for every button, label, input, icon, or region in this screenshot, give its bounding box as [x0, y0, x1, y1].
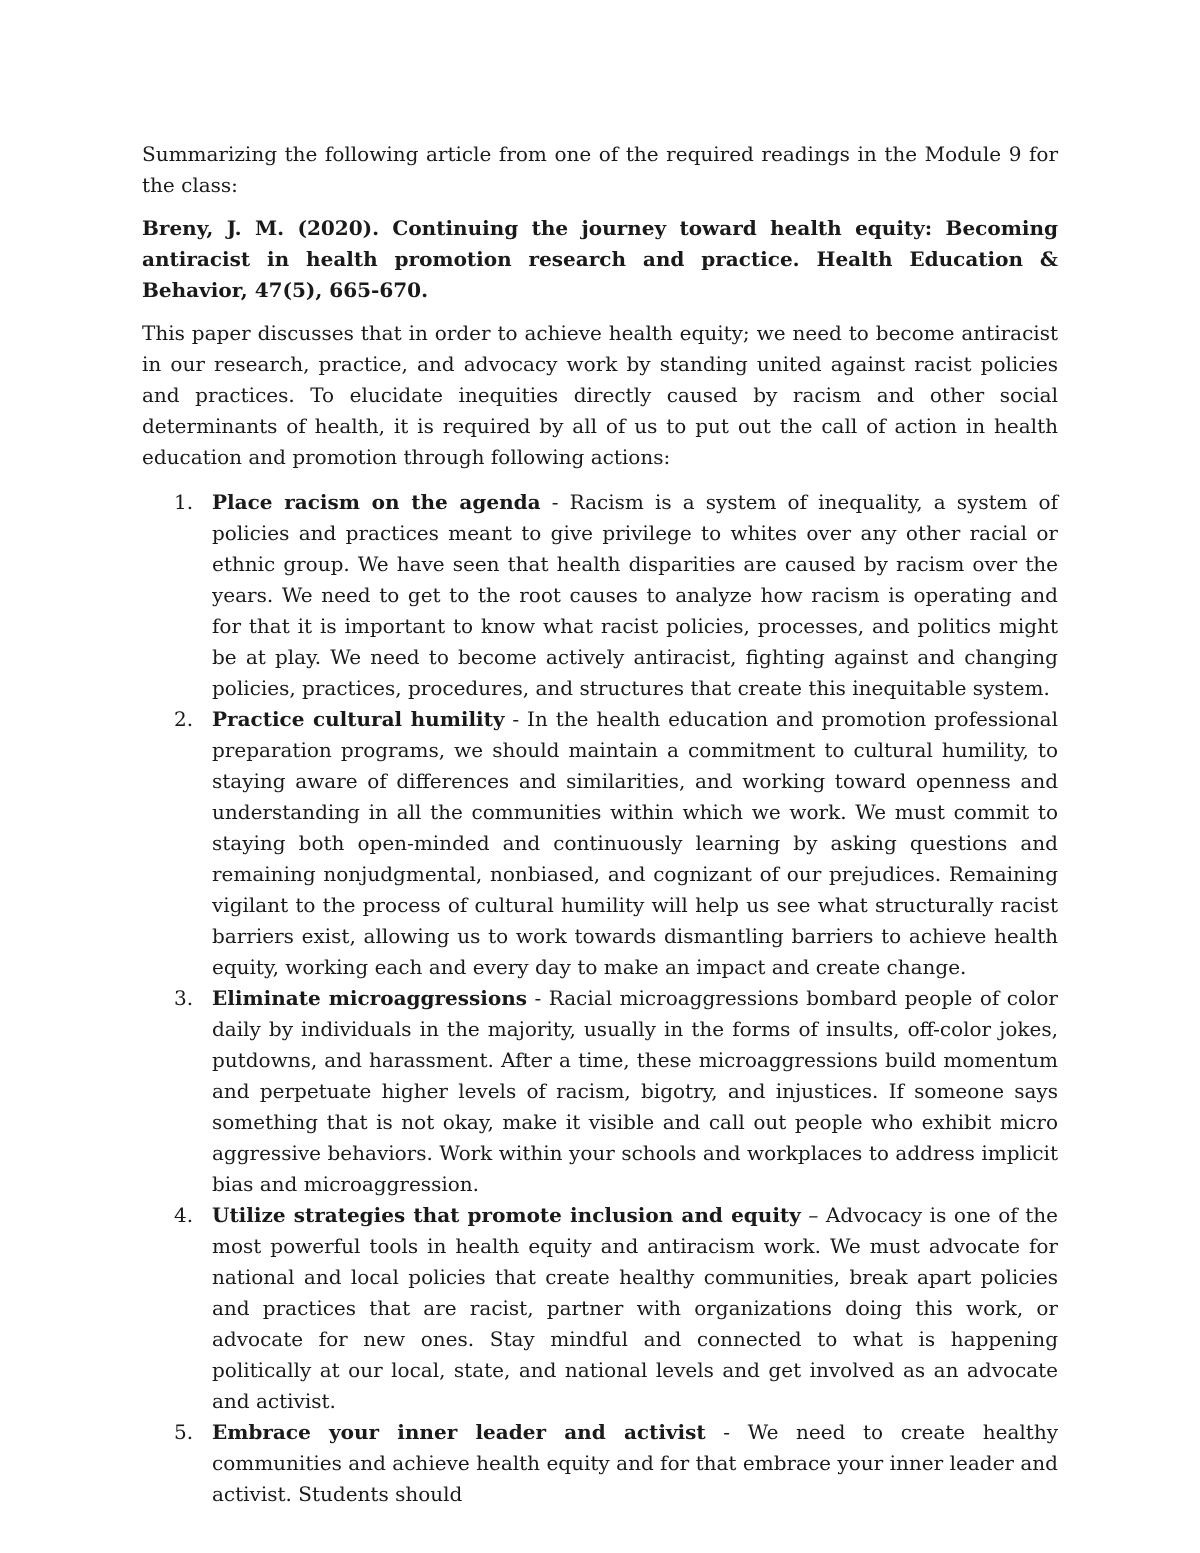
action-term: Eliminate microaggressions: [212, 986, 528, 1010]
document-body: [142, 139, 1058, 1510]
action-text: – Advocacy is one of the most powerful tools in health equity and antiracism work. We must advocate for national and local policies that create healthy communities, break apart policies and practices that are racist, partner with organizations doing this work, or advocate for new ones. Stay mindful and connected to what is happening politically at our local, state, and national levels and get involved as an advocate and activist.: [212, 1203, 1058, 1413]
list-number: 2.: [174, 707, 194, 731]
intro-paragraph: Summarizing the following article from one of the required readings in the Module 9 for the class:: [142, 142, 1058, 197]
summary-paragraph: This paper discusses that in order to achieve health equity; we need to become antiracist in our research, practice, and advocacy work by standing united against racist policies and practices. To elucidate inequities directly caused by racism and other social determinants of health, it is required by all of us to put out the call of action in health education and promotion through following actions:: [142, 321, 1058, 469]
action-term: Place racism on the agenda: [212, 490, 541, 514]
actions-list: [142, 487, 1058, 1510]
list-item: [142, 1417, 1058, 1510]
action-text: - Racial microaggressions bombard people of color daily by individuals in the majority, usually in the forms of insults, off-color jokes, putdowns, and harassment. After a time, these microaggressions build momentum and perpetuate higher levels of racism, bigotry, and injustices. If someone says something that is not okay, make it visible and call out people who exhibit micro aggressive behaviors. Work within your schools and workplaces to address implicit bias and microaggression.: [212, 986, 1058, 1196]
list-item: [142, 983, 1058, 1200]
list-number: 4.: [174, 1203, 194, 1227]
citation-paragraph: Breny, J. M. (2020). Continuing the journey toward health equity: Becoming antiracist in health promotion research and practice. Health Education & Behavior, 47(5), 665-670.: [142, 216, 1058, 302]
action-text: - Racism is a system of inequality, a system of policies and practices meant to give privilege to whites over any other racial or ethnic group. We have seen that health disparities are caused by racism over the years. We need to get to the root causes to analyze how racism is operating and for that it is important to know what racist policies, processes, and politics might be at play. We need to become actively antiracist, fighting against and changing policies, practices, procedures, and structures that create this inequitable system.: [212, 490, 1058, 700]
action-term: Utilize strategies that promote inclusion and equity: [212, 1203, 801, 1227]
list-number: 1.: [174, 490, 194, 514]
action-term: Embrace your inner leader and activist: [212, 1420, 706, 1444]
list-item: [142, 487, 1058, 704]
list-number: 5.: [174, 1420, 194, 1444]
action-text: - We need to create healthy communities and achieve health equity and for that embrace your inner leader and activist. Students should: [212, 1420, 1058, 1506]
action-text: - In the health education and promotion professional preparation programs, we should maintain a commitment to cultural humility, to staying aware of differences and similarities, and working toward openness and understanding in all the communities within which we work. We must commit to staying both open-minded and continuously learning by asking questions and remaining nonjudgmental, nonbiased, and cognizant of our prejudices. Remaining vigilant to the process of cultural humility will help us see what structurally racist barriers exist, allowing us to work towards dismantling barriers to achieve health equity, working each and every day to make an impact and create change.: [212, 707, 1058, 979]
list-item: [142, 1200, 1058, 1417]
list-number: 3.: [174, 986, 194, 1010]
action-term: Practice cultural humility: [212, 707, 505, 731]
list-item: [142, 704, 1058, 983]
